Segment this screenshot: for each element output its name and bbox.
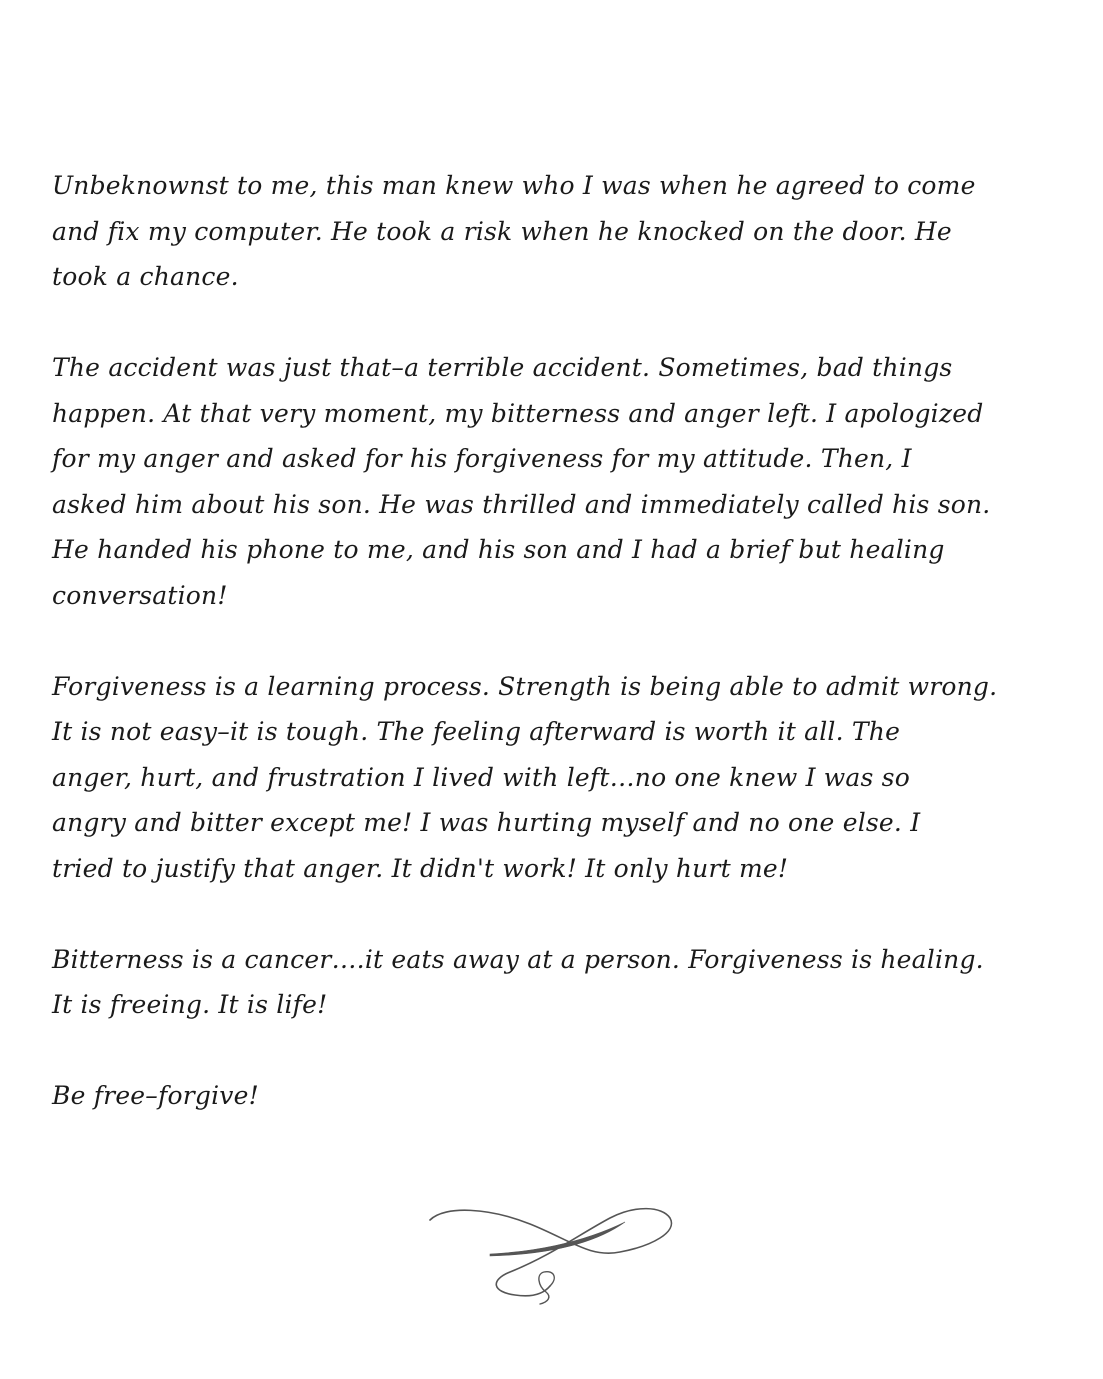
text-line: anger, hurt, and frustration I lived with left…no one knew I was so bbox=[52, 762, 910, 792]
text-line: happen. At that very moment, my bitterness and anger left. I apologized bbox=[52, 398, 984, 428]
text-line: and fix my computer. He took a risk when he knocked on the door. He bbox=[52, 216, 952, 246]
text-line: He handed his phone to me, and his son and I had a brief but healing bbox=[52, 535, 945, 564]
text-line: angry and bitter except me! I was hurting myself and no one else. I bbox=[52, 808, 921, 837]
paragraph-1 bbox=[52, 163, 1072, 300]
text-line: The accident was just that–a terrible accident. Sometimes, bad things bbox=[52, 353, 953, 382]
text-line: Forgiveness is a learning process. Strength is being able to admit wrong. bbox=[52, 671, 998, 701]
paragraph-2 bbox=[52, 345, 1072, 618]
text-line: Bitterness is a cancer….it eats away at a person. Forgiveness is healing. bbox=[52, 944, 984, 974]
flourish-swash-icon bbox=[420, 1200, 685, 1310]
text-line: Unbeknownst to me, this man knew who I was when he agreed to come bbox=[52, 171, 976, 200]
text-line: It is freeing. It is life! bbox=[52, 990, 328, 1019]
text-line: tried to justify that anger. It didn't work! It only hurt me! bbox=[52, 853, 789, 883]
flourish-center-swell bbox=[490, 1222, 625, 1256]
flourish-upper-stroke bbox=[430, 1209, 671, 1296]
text-line: took a chance. bbox=[52, 262, 239, 291]
flourish-lower-loop bbox=[539, 1272, 554, 1304]
paragraph-5 bbox=[52, 1073, 1072, 1119]
text-line: for my anger and asked for his forgiveness for my attitude. Then, I bbox=[52, 444, 912, 473]
text-line: conversation! bbox=[52, 580, 228, 610]
paragraph-4 bbox=[52, 937, 1072, 1028]
text-line: It is not easy–it is tough. The feeling afterward is worth it all. The bbox=[52, 717, 901, 746]
text-line: asked him about his son. He was thrilled and immediately called his son. bbox=[52, 489, 991, 519]
paragraph-3 bbox=[52, 664, 1072, 892]
letter-body bbox=[52, 163, 1072, 1164]
text-line: Be free–forgive! bbox=[52, 1081, 259, 1110]
